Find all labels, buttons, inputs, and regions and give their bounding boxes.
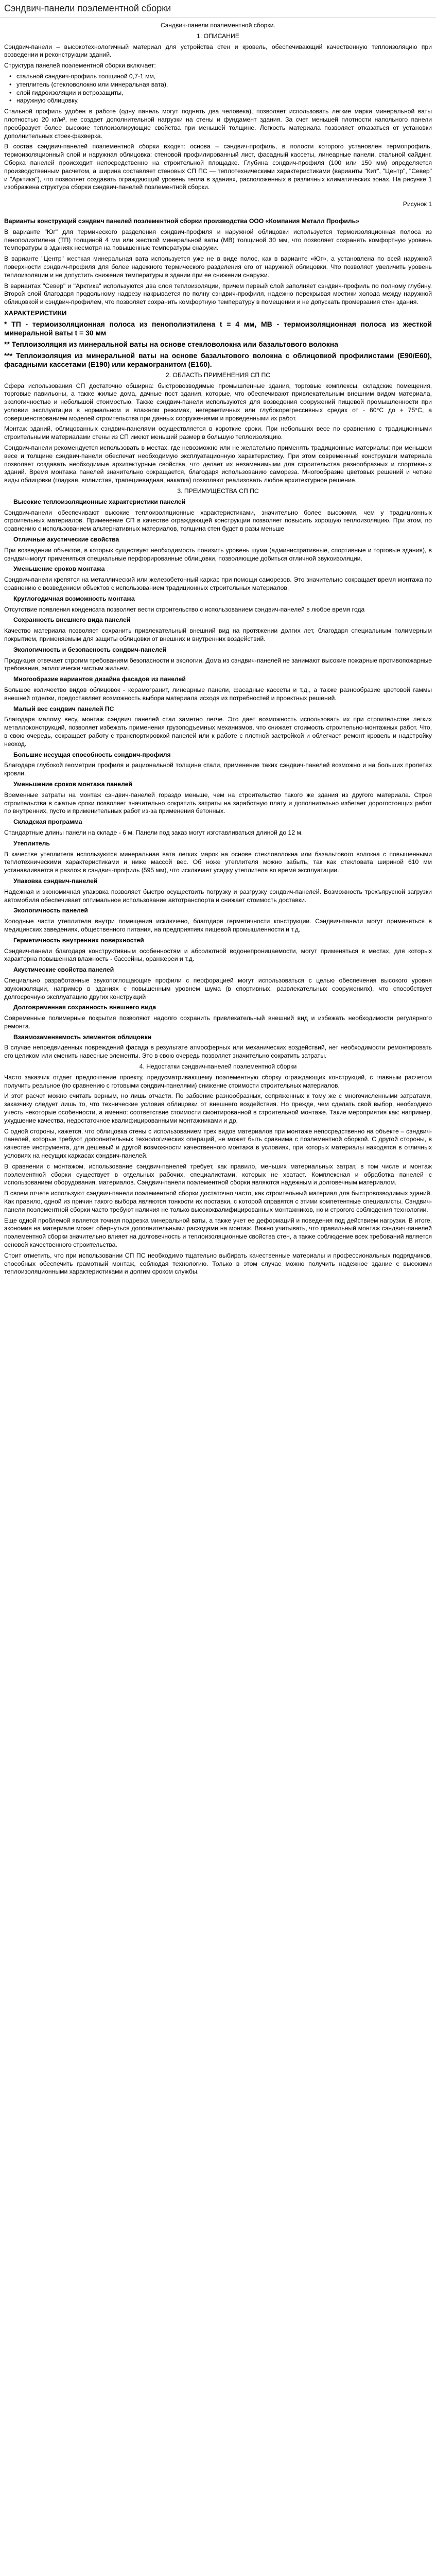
paragraph: И этот расчет можно считать верным, но лишь отчасти. По забвение разнообразных, сопряженных к тому же с многочисленными затратами, заказчику следует лишь то, что технические условия облицовки от внешнего воздействия. Но прежде, чем сделать свой выбор, необходимо учесть некоторые особенности, а именно: соответствие стоимости смонтированной в строительной монтаже. Такие мероприятия как: например, ухудшение качества, недостаточное квалифицированными монтажниками и др. <box>4 1092 432 1124</box>
advantage-title: Экологичность панелей <box>13 907 88 914</box>
list-item: • утеплитель (стекловолокно или минеральная вата), <box>16 81 432 89</box>
section-title-description: 1. ОПИСАНИЕ <box>197 32 239 40</box>
paragraph: В своем отчете используют сэндвич-панели поэлементной сборки достаточно часто, как строительный материал для быстровозводимых зданий. Как правило, одной из причин такого выбора являются тонкости их поставки, с которой справятся с этими компетентные специалисты. Сэндвич-панели поэлементной сборки часто требуют наличия не только высококвалифицированных монтажников, но и строгого соблюдения технологии. <box>4 1190 432 1213</box>
variants-heading: Варианты конструкций сэндвич панелей поэлементной сборки производства ООО «Компания Металл Профиль» <box>4 217 359 225</box>
section-title-application: 2. ОБЛАСТЬ ПРИМЕНЕНИЯ СП ПС <box>165 371 271 379</box>
advantage-text: Сэндвич-панели благодаря конструктивным особенностям и абсолютной водонепроницаемости, могут применяться в местах, для которых характерна повышенная влажность - бассейны, оранжереи и т.д. <box>4 947 432 963</box>
advantage-text: В качестве утеплителя используются минеральная вата легких марок на основе стекловолокна или базальтового волокна с повышенными теплотехническими характеристиками и ниже массой вес. Об ноже утеплителя можно забыть, так как стекловата шириной 610 мм устанавливается в разлож в сэндвич-профиль (595 мм), что исключает усадку утеплителя во время эксплуатации. <box>4 850 432 874</box>
section-title-advantages: 3. ПРЕИМУЩЕСТВА СП ПС <box>177 487 259 495</box>
advantage-text: Стандартные длины панели на складе - 6 м. Панели под заказ могут изготавливаться длиной до 12 м. <box>4 828 303 836</box>
advantage-title: Большие несущая способность сэндвич-профиля <box>13 751 171 758</box>
paragraph: Стальной профиль удобен в работе (одну панель могут поднять два человека), позволяет использовать легкие марки минеральной ваты плотностью 20 кг/м³, не создает дополнительной нагрузки на стены и фундамент здания. За счет меньшей плотности напольного панели преобразует более высокие теплоизолирующие свойства при меньшей толщине. Легкость материала позволяет отказаться от установки дополнительных стоек-фахверка. <box>4 108 432 140</box>
list-item: • стальной сэндвич-профиль толщиной 0,7-1 мм, <box>16 73 432 81</box>
paragraph: Часто заказчик отдает предпочтение проекту, предусматривающему поэлементную сборку ограждающих конструкций, с главным расчетом получить реальное (по сравнению с готовыми сэндвич-панелями) снижение стоимости строительных материалов. <box>4 1073 432 1089</box>
advantage-title: Многообразие вариантов дизайна фасадов из панелей <box>13 675 186 683</box>
advantage-text: Специально разработанные звукопоглощающие профили с перфорацией могут использоваться с целью обеспечения высокого уровня звукоизоляции, например в зданиях с повышенным уровнем шума (в спортивных, развлекательных сооружениях), что способствует долгосрочную эксплуатацию других конструкций <box>4 976 432 1001</box>
advantage-title: Утеплитель <box>13 839 50 847</box>
advantage-title: Упаковка сэндвич-панелей <box>13 877 98 885</box>
advantage-text: Сэндвич-панели обеспечивают высокие теплоизоляционные характеристиками, значительно более высокими, чем у традиционных строительных материалов. Применение СП в качестве ограждающей конструкции позволяет повысить хорошую теплоизоляцию. При этом, по сравнению с использованием альтернативных материалов, толщина стен будет в разы меньше <box>4 509 432 533</box>
structure-list <box>4 73 432 105</box>
advantage-title: Уменьшение сроков монтажа панелей <box>13 780 132 788</box>
advantage-text: Качество материала позволяет сохранить привлекательный внешний вид на протяжении долгих лет, благодаря специальным полимерным покрытием, применяемым для защиты облицовки от внешних и внутренних воздействий. <box>4 627 432 643</box>
advantage-text: Благодаря глубокой геометрии профиля и рациональной толщине стали, применение таких сэндвич-панелей возможно и на больших пролетах кровли. <box>4 761 432 777</box>
paragraph: Монтаж зданий, облицованных сэндвич-панелями осуществляется в короткие сроки. При небольших весе по сравнению с традиционными строительными материалами стены из СП имеют меньший размер в большую теплоизоляцию. <box>4 425 432 441</box>
characteristics-note: *** Теплоизоляция из минеральной ваты на основе базальтового волокна с облицовкой профилистами (Е90/Е60), фасадными кассетами (Е190) или керамогранитом (Е160). <box>4 351 432 368</box>
paragraph: С одной стороны, кажется, что облицовка стены с использованием трех видов материалов при монтаже непосредственно на объекте – сэндвич-панелей, которые требуют дополнительных технологических операций, не может быть сравнима с поэлементной сборкой. С другой стороны, в качестве инструмента, для дешевый и другой возможности качественного монтажа в условиях, при которых материалы находятся в отличных условиях на несущих каркасах сэндвич-панелей. <box>4 1127 432 1160</box>
paragraph: Сэндвич-панели рекомендуется использовать в местах, где невозможно или не желательно применять традиционные материалы: при меньшем весе и толщине сэндвич-панели обеспечат необходимую эксплуатационную характеристику. При этом современный конструкции материала позволяет создавать необходимые архитектурные свойства, что делает их незаменимыми для строительства разнообразных и спортивных зданий. Время монтажа панелей значительно сокращается, благодаря использованию самореза. Многообразие цветовых решений и четкие виды облицовки (гладкая, волнистая, трапециевидная, накатка) позволяют реализовать любое архитектурное решение. <box>4 444 432 484</box>
advantage-title: Складская программа <box>13 818 82 826</box>
advantage-title: Экологичность и безопасность сэндвич-панелей <box>13 646 167 653</box>
list-item: • слой гидроизоляции и ветрозащиты, <box>16 89 432 97</box>
advantage-title: Малый вес сэндвич панелей ПС <box>13 705 114 713</box>
characteristics-heading: ХАРАКТЕРИСТИКИ <box>4 309 67 317</box>
advantage-title: Отличные акустические свойства <box>13 536 119 544</box>
advantage-text: Продукция отвечает строгим требованиям безопасности и экологии. Дома из сэндвич-панелей не занимают высокие пожарные противопожарные требования, экологически чистым жильем. <box>4 656 432 672</box>
figure-caption: Рисунок 1 <box>403 200 432 208</box>
advantage-text: Большое количество видов облицовок - керамогранит, линеарные панели, фасадные кассеты и т.д., а также разнообразие цветовой гаммы внешней отделки, предоставляет возможность выбора материала исходя из потребностей и проектных решений. <box>4 686 432 702</box>
document-body <box>4 22 432 1279</box>
advantage-title: Акустические свойства панелей <box>13 966 114 974</box>
advantage-text: Надежная и экономичная упаковка позволяет быстро осуществить погрузку и разгрузку сэндвич-панелей. Возможность трехъярусной загрузки автомобиля обеспечивает оптимальное использование автотранспорта и снижает стоимость доставки. <box>4 888 432 904</box>
section-title-disadvantages: 4. Недостатки сэндвич-панелей поэлементной сборки <box>139 1063 297 1071</box>
paragraph: Еще одной проблемой является точная подрезка минеральной ваты, а также учет ее деформаций и поведения под действием нагрузки. В итоге, экономия на материале может обернуться дополнительными расходами на монтаж. Важно учитывать, что правильный монтаж сэндвич-панелей поэлементной сборки значительно влияет на долговечность и теплоизоляционные свойства стен, а также соблюдение всех требований является основой качественного строительства. <box>4 1216 432 1249</box>
paragraph: Сфера использования СП достаточно обширна: быстровозводимые промышленные здания, торговые комплексы, складские помещения, торговые павильоны, а также жилые дома, дачные пост здания, которые, что обеспечивают привлекательным внешним видом материала, экологичностью и небольшой стоимостью. Также сэндвич-панели используются для возведения сооружений пищевой промышленности при условии эксплуатации в нормальном и влажном режимах, негерметичных или глубокорегрессивных средах от - 60°С до + 75°С, а совершенствованием моделей строительства при данных сооружениями и проведенными их работ. <box>4 382 432 422</box>
paragraph: Сэндвич-панели – высокотехнологичный материал для устройства стен и кровель, обеспечивающий качественную теплоизоляцию при возведении и реконструкции зданий. <box>4 43 432 59</box>
characteristics-note: * ТП - термоизоляционная полоса из пенополиэтилена t = 4 мм, МВ - термоизоляционная полоса из жесткой минеральной ваты t = 30 мм <box>4 319 432 337</box>
advantage-text: При возведении объектов, в которых существует необходимость понизить уровень шума (административные, спортивные и торговые здания), в сэндвич-могут применяться специальные перфорированные облицовки, позволяющие добиться отличной звукоизоляции. <box>4 546 432 562</box>
paragraph: В варианте "Юг" для термического разделения сэндвич-профиля и наружной облицовки используется термоизоляционная полоса из пенополиэтилена (ТП) толщиной 4 мм или жесткой минеральной ваты (МВ) толщиной 30 мм, что позволяет сохранять комфортную уровень температуры в зданиях несмотря на повышенные температуры снаружи. <box>4 228 432 252</box>
paragraph: В состав сэндвич-панелей поэлементной сборки входят: основа – сэндвич-профиль, в полости которого установлен термопрофиль, термоизоляционный слой и наружная облицовка: стеновой профилированный лист, фасадный кассеты, линеарные панели, стальной сайдинг. Сборка панелей происходит непосредственно на строительной площадке. Глубина сэндвич-профиля (100 или 150 мм) определяется производственным расчетом, а ширина составляет стеновых СП ПС — теплотехническими характеристиками (варианты "Кит", "Центр", "Север" и "Арктика"), что позволяет создавать ограждающий уровень тепла в зданиях, расположенных в различных климатических зонах. На рисунке 1 изображена структура сборки сэндвич-панелей поэлементной сборки. <box>4 143 432 191</box>
advantage-text: Современные полимерные покрытия позволяют надолго сохранить привлекательный внешний вид и избежать необходимости регулярного ремонта. <box>4 1014 432 1030</box>
advantage-title: Сохранность внешнего вида панелей <box>13 616 131 624</box>
advantage-title: Герметичность внутренних поверхностей <box>13 936 144 944</box>
advantage-title: Уменьшение сроков монтажа <box>13 565 105 573</box>
advantage-title: Взаимозаменяемость элементов облицовки <box>13 1033 152 1041</box>
paragraph: В вариантах "Север" и "Арктика" используются два слоя теплоизоляции, причем первый слой заполняет сэндвич-профиль по полному глубину. Второй слой благодаря продольному надрезу накрывается по полну сэндвич-профиля, надежно перекрывая мостики холода между наружной облицовкой и сэндвич-профилем, что позволяет сохранить комфортную температуру в помещении и не допускать промерзания стен здания. <box>4 282 432 306</box>
advantage-text: В случае непредвиденных повреждений фасада в результате атмосферных или механических воздействий, нет необходимости ремонтировать его целиком или сменить навесные элементы. Это в свою очередь позволяет значительно сократить затраты. <box>4 1044 432 1060</box>
paragraph: Структура панелей поэлементной сборки включает: <box>4 62 156 70</box>
advantage-title: Круглогодичная возможность монтажа <box>13 595 135 602</box>
advantage-title: Долговременная сохранность внешнего вида <box>13 1004 156 1011</box>
advantage-text: Временные затраты на монтаж сэндвич-панелей гораздо меньше, чем на строительство такого же здания из другого материала. Строя строительства в сжатые сроки позволяет значительно сократить затраты на заработную плату и дополнительно избегает дорогостоящих работ по внутренних, пусто и применительных работ из-за применения бетонных. <box>4 791 432 815</box>
list-item: • наружную облицовку. <box>16 97 432 105</box>
advantages-list <box>4 498 432 1060</box>
advantage-text: Сэндвич-панели крепятся на металлический или железобетонный каркас при помощи саморезов. Это значительно сокращает время монтажа по сравнению с возведением объектов с использованием традиционных строительных материалов. <box>4 576 432 592</box>
characteristics-note: ** Теплоизоляция из минеральной ваты на основе стекловолокна или базальтового волокна <box>4 340 338 348</box>
advantage-text: Благодаря малому весу, монтаж сэндвич панелей стал заметно легче. Это дает возможность использовать их при строительстве легких металлоконструкций, позволяет избежать применения грузоподъемных механизмов, что снижает стоимость строительно-монтажных работ. Что, в свою очередь, сокращает работу с транспортировкой панелей или к работе с плотной застройкой и облегчает ремонт кровель и надстройку неоход. <box>4 716 432 748</box>
advantage-text: Отсутствие появления конденсата позволяет вести строительство с использованием сэндвич-панелей в любое время года <box>4 605 365 613</box>
paragraph: В сравнении с монтажом, использование сэндвич-панелей требует, как правило, меньших материальных затрат, в том числе и монтаж поэлементной сборки существует в отдельных рабочих, специалистами, которых не хватает. Комплексная и обработка панелей с использованием оборудования, материалов. Сэндвич-панели поэлементной сборки являются надежным и долговечным материалом. <box>4 1162 432 1187</box>
doc-heading: Сэндвич-панели поэлементной сборки. <box>161 22 275 29</box>
page-title: Сэндвич-панели поэлементной сборки <box>4 3 171 13</box>
advantage-title: Высокие теплоизоляционные характеристики панелей <box>13 498 186 505</box>
paragraph: Стоит отметить, что при использовании СП ПС необходимо тщательно выбирать качественные материалы и профессиональных подрядчиков, способных обеспечить грамотный монтаж, соблюдая технологию. Только в этом случае можно получить надежное здание с высокими теплоизоляционными характеристиками и долгим сроком службы. <box>4 1251 432 1276</box>
advantage-text: Холодные части утеплителя внутри помещения исключено, благодаря герметичности конструкции. Сэндвич-панели могут применяться в медицинских заведениях, общественного питания, на предприятиях пищевой промышленности и т.д. <box>4 918 432 933</box>
paragraph: В варианте "Центр" жесткая минеральная вата используется уже не в виде полос, как в варианте «Юг», а установлена по всей наружной поверхности сэндвич-профиля для более надежного термического разделения его от наружной облицовки. Что позволяет увеличить уровень теплоизоляции и не допустить снижения температуры в здании при ее снижении снаружи. <box>4 255 432 279</box>
